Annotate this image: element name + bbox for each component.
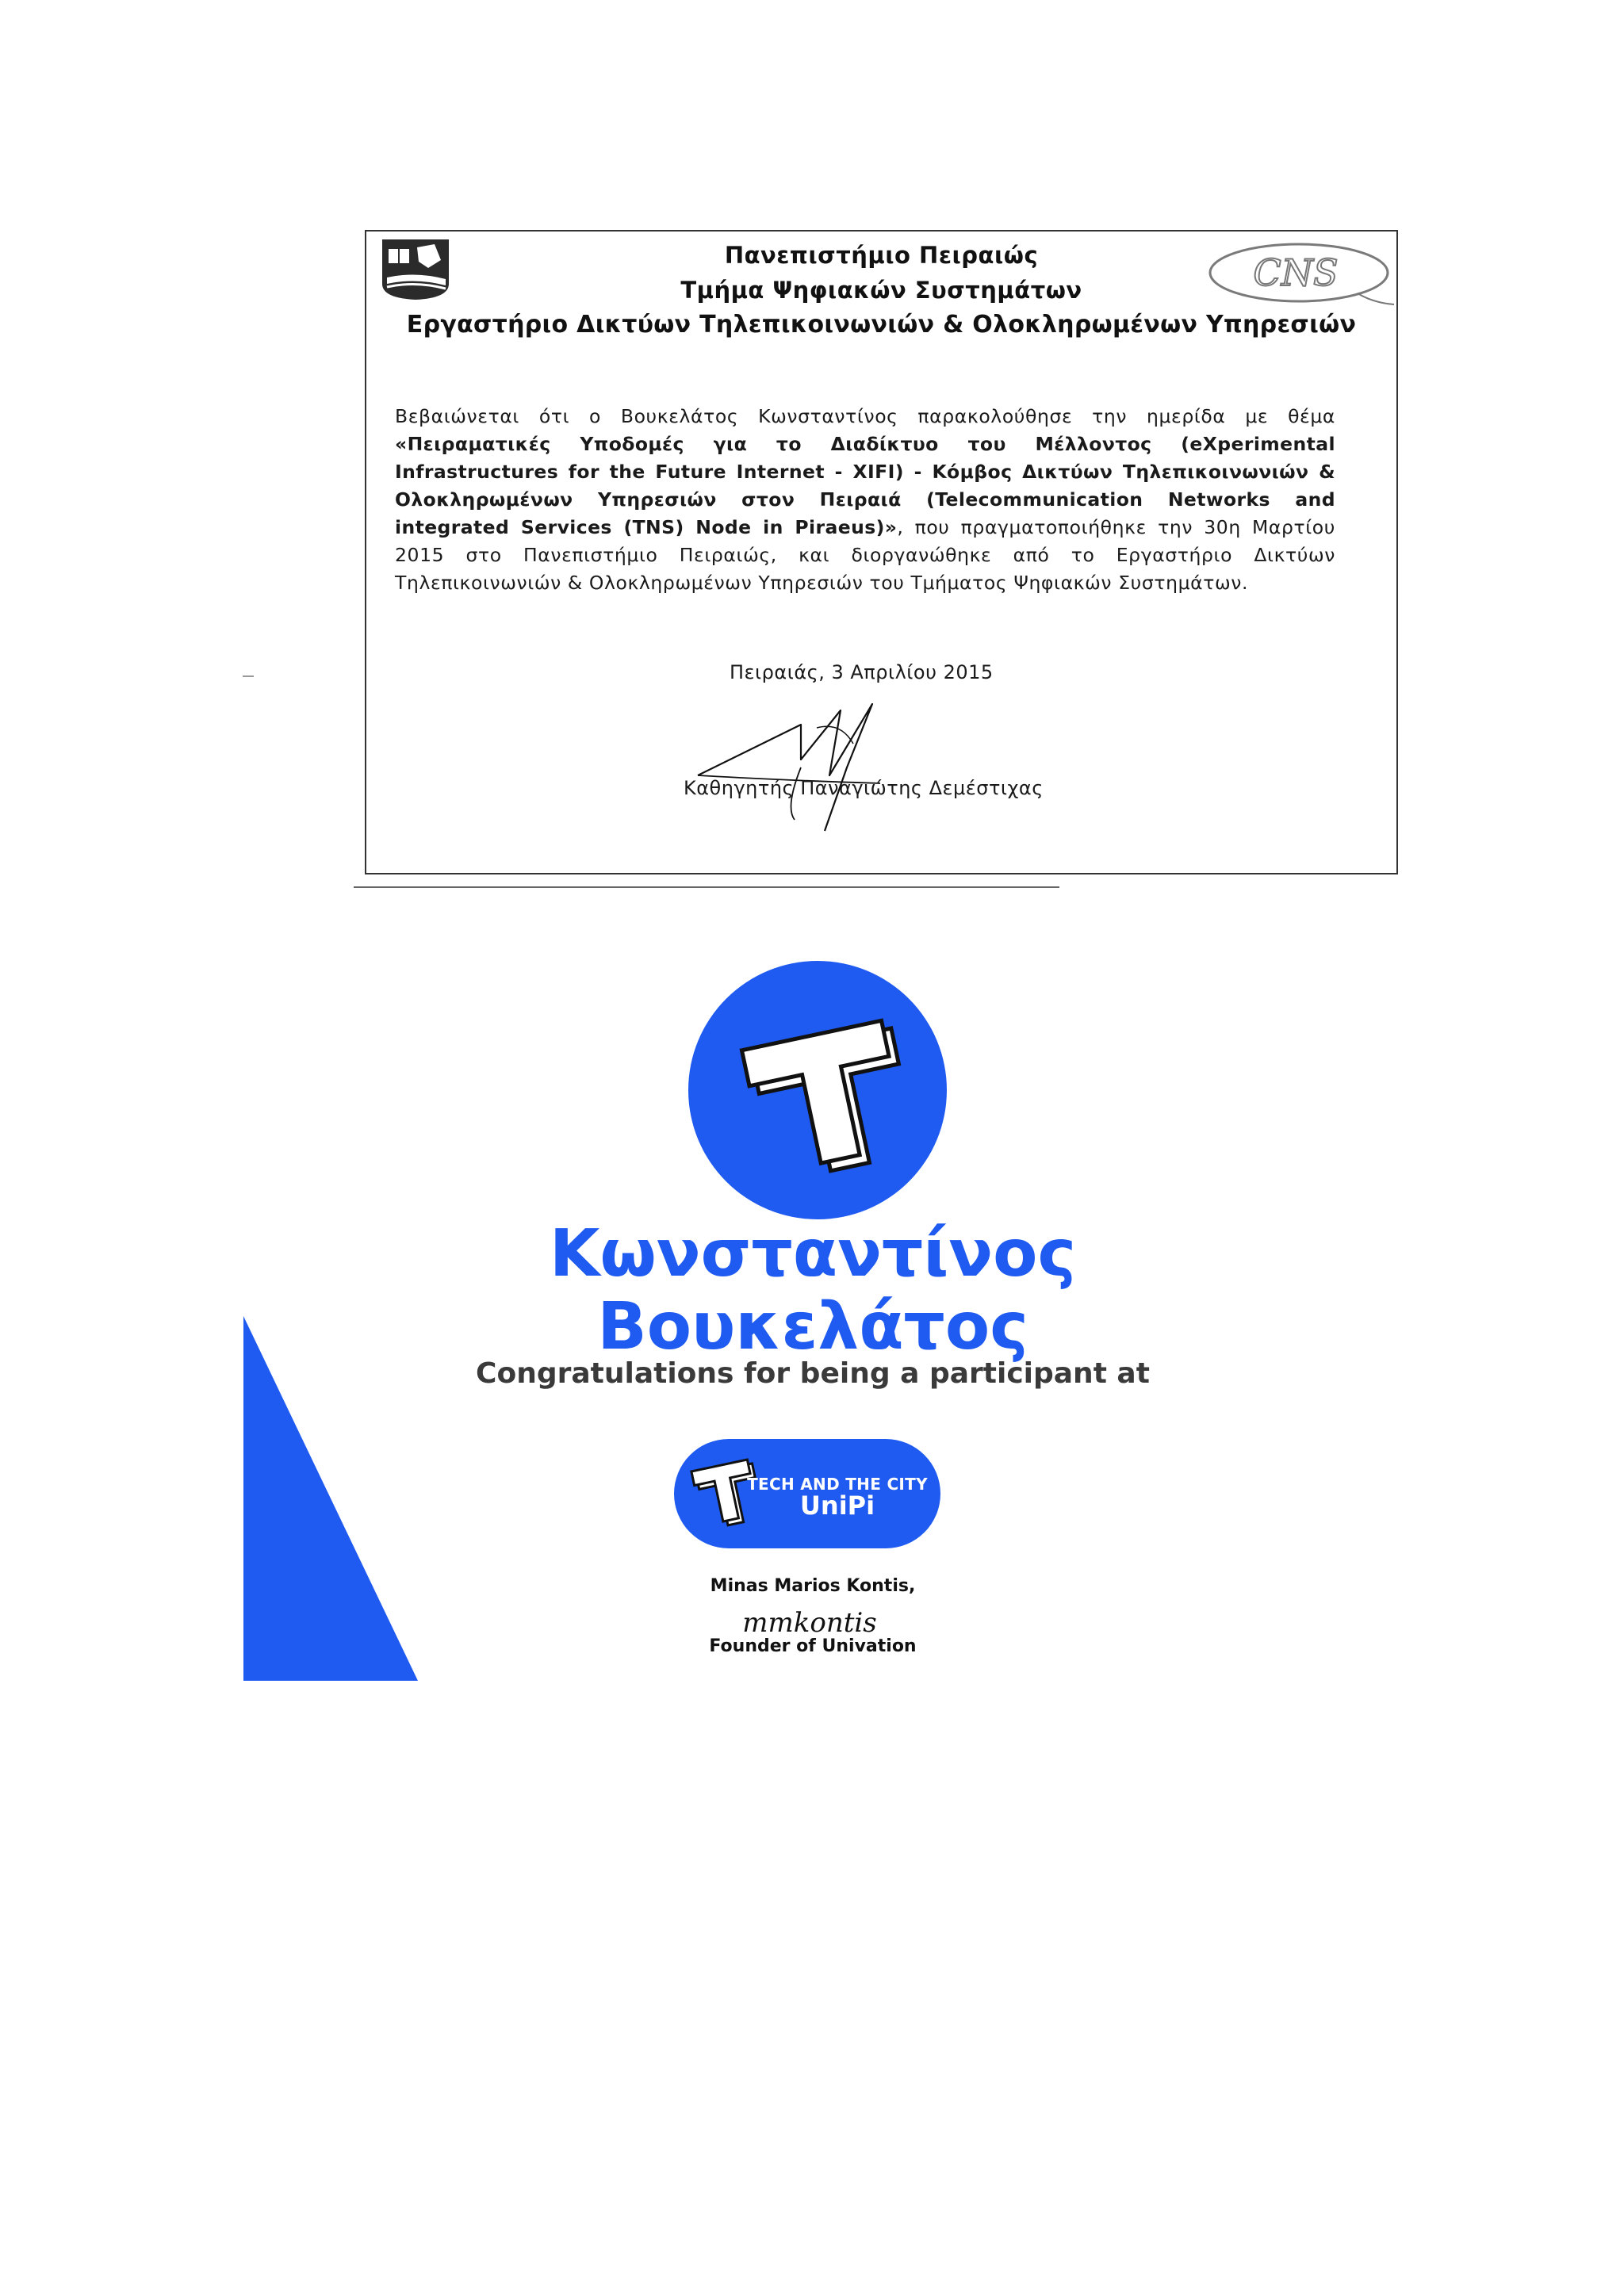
t-logo-icon xyxy=(687,959,948,1221)
intro-text: Βεβαιώνεται ότι ο Βουκελάτος Κωνσταντίνος παρακολούθησε την ημερίδα με θέμα xyxy=(395,405,1335,427)
participant-first-name: Κωνσταντίνος xyxy=(549,1216,1077,1292)
event-title: «Πειραματικές Υποδομές για το Διαδίκτυο του Μέλλοντος (eXperimental Infrastructures for the Future Internet - XIFI) - Κόμβος Δικτύων Τηλεπικοινωνιών & Ολοκληρωμένων Υπηρεσιών στον Πειραιά (Telecommunication Networks and integrated Services (TNS) Node in Piraeus)» xyxy=(395,433,1335,538)
svg-text:CNS: CNS xyxy=(1253,251,1339,294)
university-name: Πανεπιστήμιο Πειραιώς xyxy=(724,242,1039,269)
decorative-triangle xyxy=(243,1316,418,1681)
signer-name: Καθηγητής Παναγιώτης Δεμέστιχας xyxy=(684,777,1044,799)
professor-signature xyxy=(682,672,967,847)
event-details: , που πραγματοποιήθηκε την 30η Μαρτίου 2015 στο Πανεπιστήμιο Πειραιώς, και διοργανώθηκε από το Εργαστήριο Δικτύων Τηλεπικοινωνιών & Ολοκληρωμένων Υπηρεσιών του Τμήματος Ψηφιακών Συστημάτων. xyxy=(395,516,1335,594)
founder-role: Founder of Univation xyxy=(709,1636,917,1656)
divider xyxy=(354,886,1059,888)
place-date: Πειραιάς, 3 Απριλίου 2015 xyxy=(730,661,994,683)
svg-text:mmkontis: mmkontis xyxy=(742,1607,877,1639)
department-name: Τμήμα Ψηφιακών Συστημάτων xyxy=(680,277,1082,304)
event-name-line1: TECH AND THE CITY xyxy=(747,1475,928,1494)
congratulations-text: Congratulations for being a participant at xyxy=(476,1357,1150,1390)
certificate-body xyxy=(395,403,1335,597)
participant-last-name: Βουκελάτος xyxy=(597,1289,1028,1364)
certificate-header xyxy=(365,238,1398,342)
lab-name: Εργαστήριο Δικτύων Τηλεπικοινωνιών & Ολοκληρωμένων Υπηρεσιών xyxy=(406,311,1357,339)
scan-mark xyxy=(243,675,254,677)
founder-name: Minas Marios Kontis, xyxy=(710,1576,916,1596)
event-name-line2: UniPi xyxy=(799,1490,875,1521)
